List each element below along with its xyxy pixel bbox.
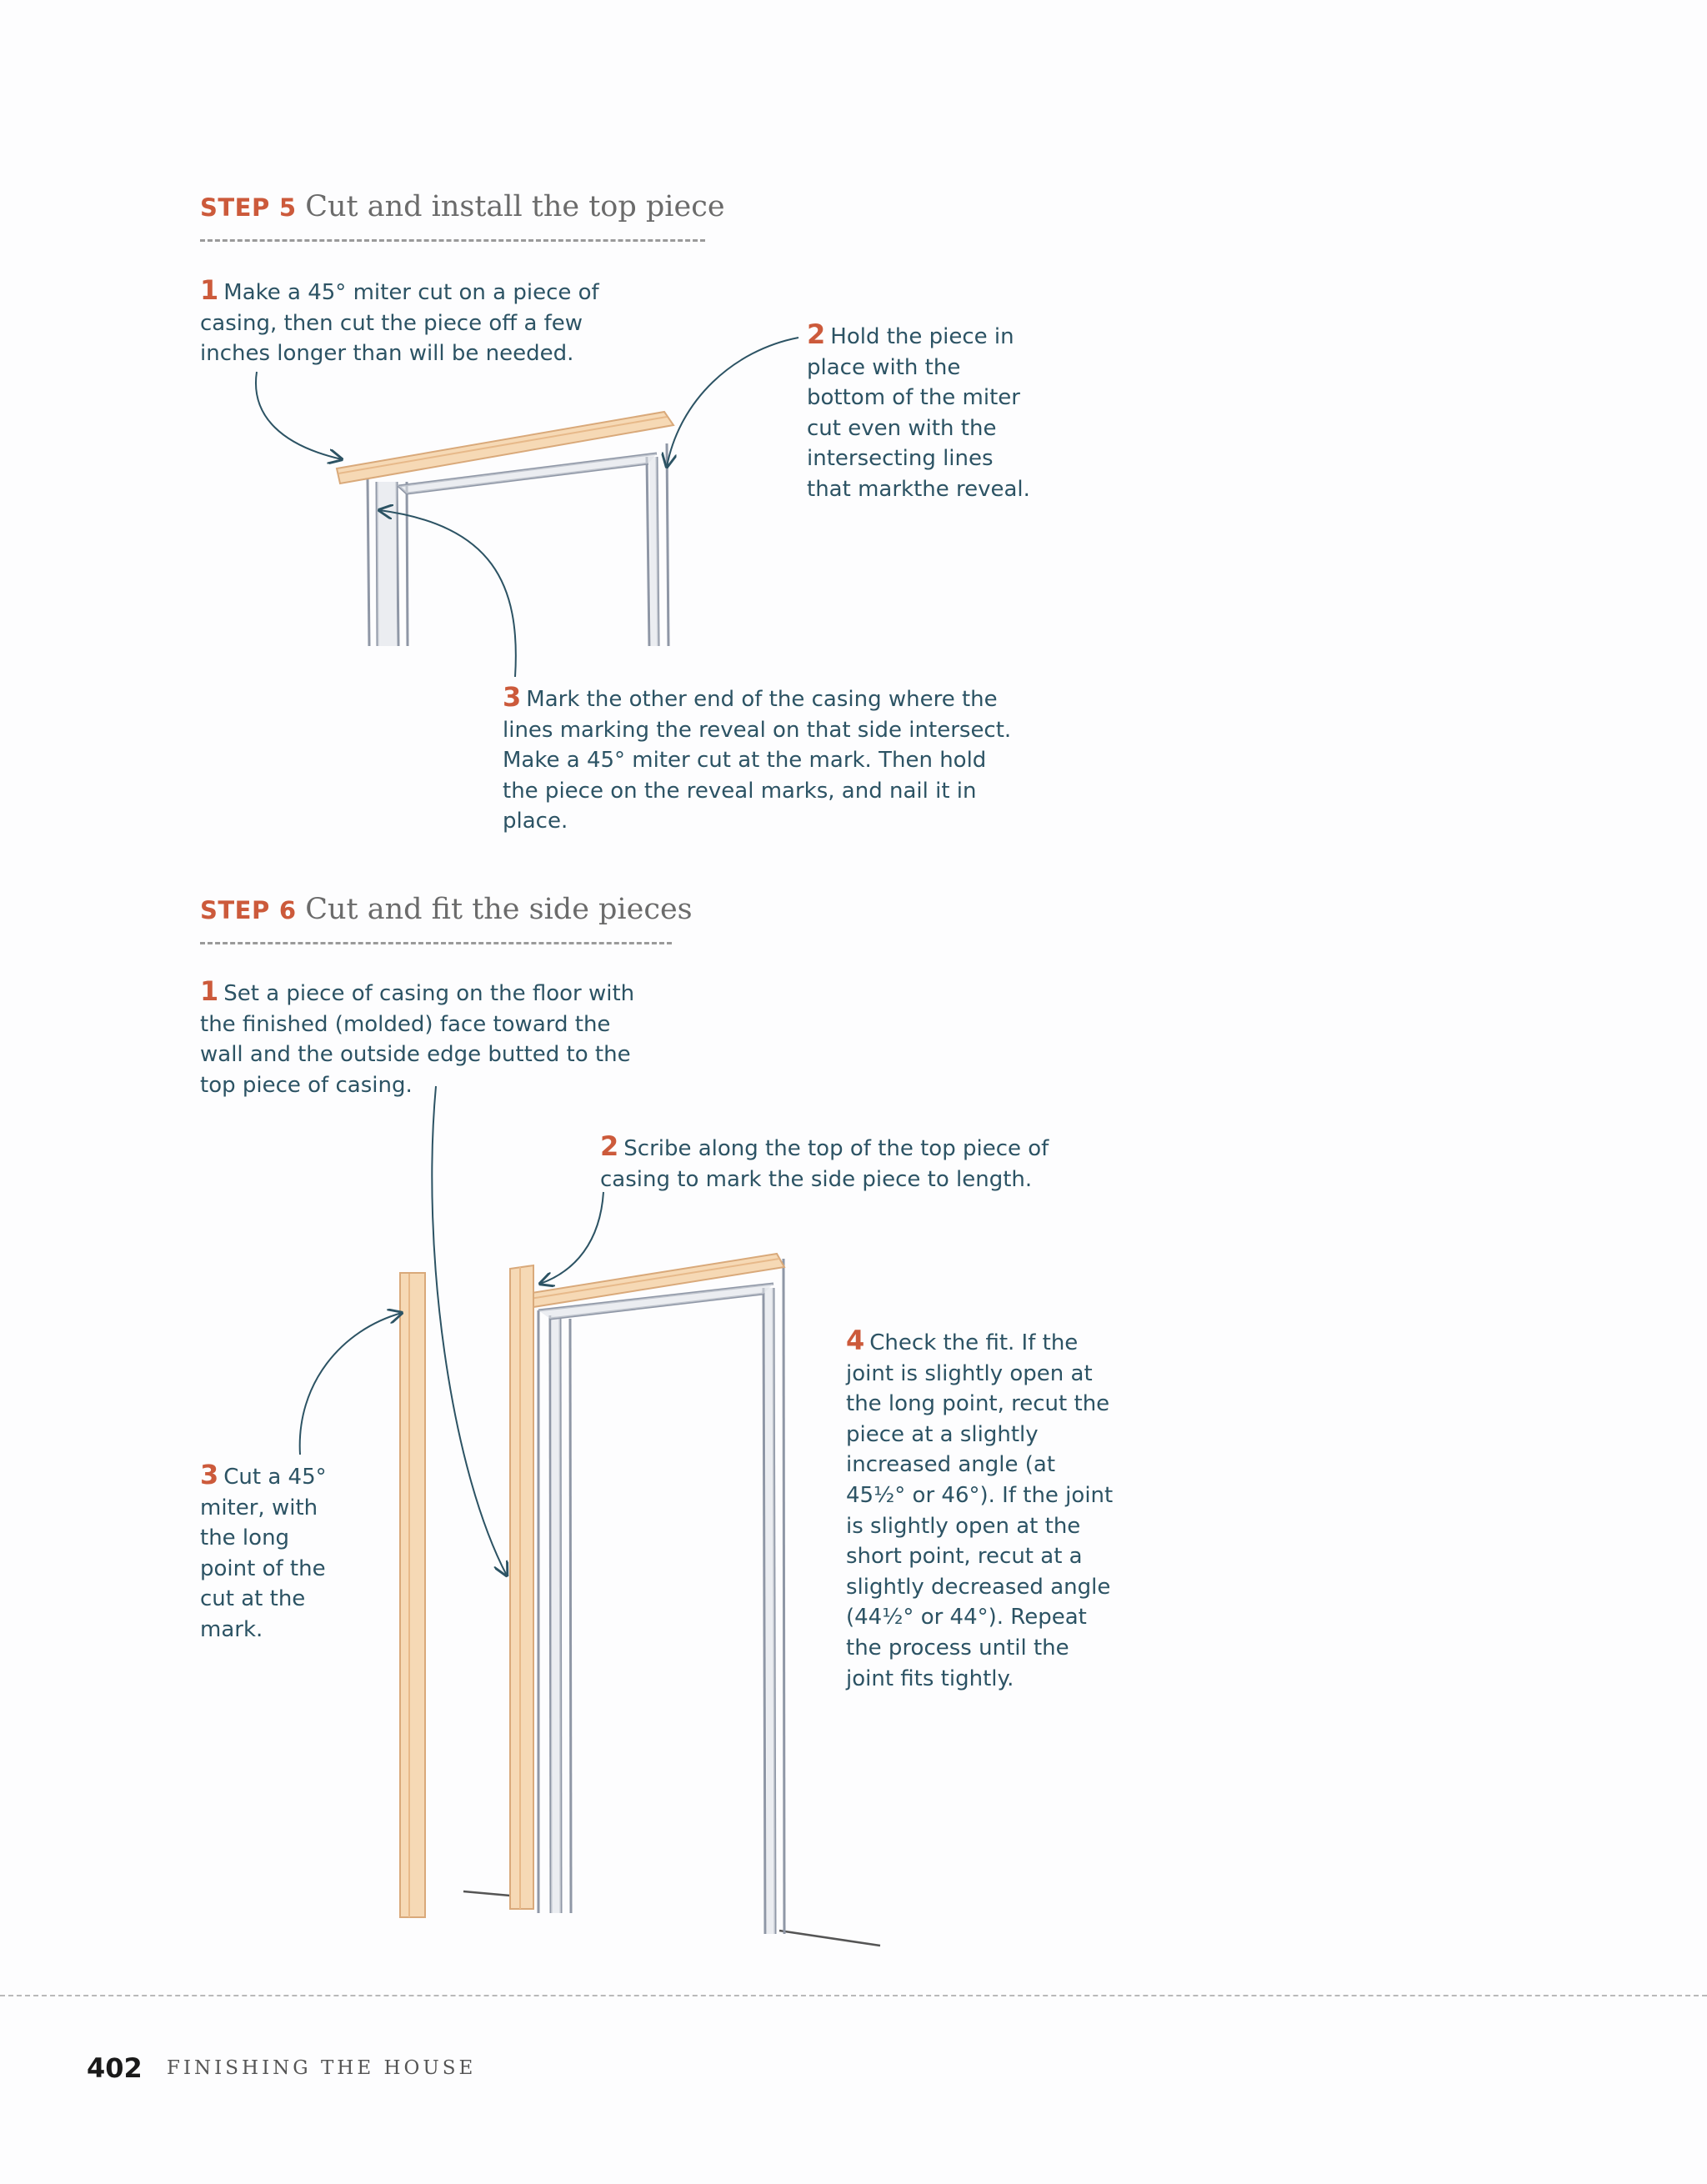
step5-title: Cut and install the top piece	[305, 190, 725, 223]
step5-note-3-number: 3	[503, 681, 522, 713]
step6-leader-2	[540, 1192, 603, 1284]
step6-note-3-number: 3	[200, 1459, 219, 1490]
step5-note-1-text: Make a 45° miter cut on a piece of casing, then cut the piece off a few inches longer than will be needed.	[200, 280, 599, 367]
step6-note-4-text: Check the fit. If the joint is slightly open at the long point, recut the piece at a slightly increased angle (at 45½° or 46°). If the joint is slightly open at the short point, recut at a slightly decreased angle (44½° or 44°). Repeat the process until the joint fits tightly.	[846, 1330, 1114, 1691]
step5-note-1-number: 1	[200, 274, 219, 306]
step6-step-number: 6	[278, 896, 297, 924]
running-head: FINISHING THE HOUSE	[167, 2057, 477, 2079]
step5-note-2-number: 2	[807, 318, 826, 350]
step6-leader-3	[300, 1313, 402, 1455]
step6-floor-line-left	[463, 1891, 510, 1896]
step6-note-4-number: 4	[846, 1325, 865, 1356]
step6-note-2-text: Scribe along the top of the top piece of casing to mark the side piece to length.	[600, 1136, 1049, 1192]
step6-loose-side-casing	[400, 1273, 425, 1917]
step6-leader-1	[432, 1086, 507, 1575]
page-number: 402	[87, 2052, 143, 2084]
step6-note-1-number: 1	[200, 975, 219, 1007]
footer-rule	[0, 1995, 1707, 1996]
step6-installed-side-casing	[510, 1265, 533, 1909]
step5-step-number: 5	[278, 193, 297, 222]
step6-floor-line-right	[779, 1931, 880, 1946]
step6-title: Cut and fit the side pieces	[305, 893, 693, 926]
step6-note-1-text: Set a piece of casing on the floor with the finished (molded) face toward the wall and the outside edge butted to the top piece of casing.	[200, 981, 635, 1098]
step5-step-word: STEP	[200, 193, 270, 222]
step6-step-word: STEP	[200, 896, 270, 924]
step5-note-3-text: Mark the other end of the casing where the lines marking the reveal on that side intersect. Make a 45° miter cut at the mark. Then hold the piece on the reveal marks, and nail it in place.	[503, 687, 1012, 834]
step6-note-3-text: Cut a 45° miter, with the long point of the cut at the mark.	[200, 1465, 327, 1642]
step5-note-2-text: Hold the piece in place with the bottom of the miter cut even with the intersecting lines that markthe reveal.	[807, 324, 1030, 502]
step6-note-2-number: 2	[600, 1130, 619, 1162]
